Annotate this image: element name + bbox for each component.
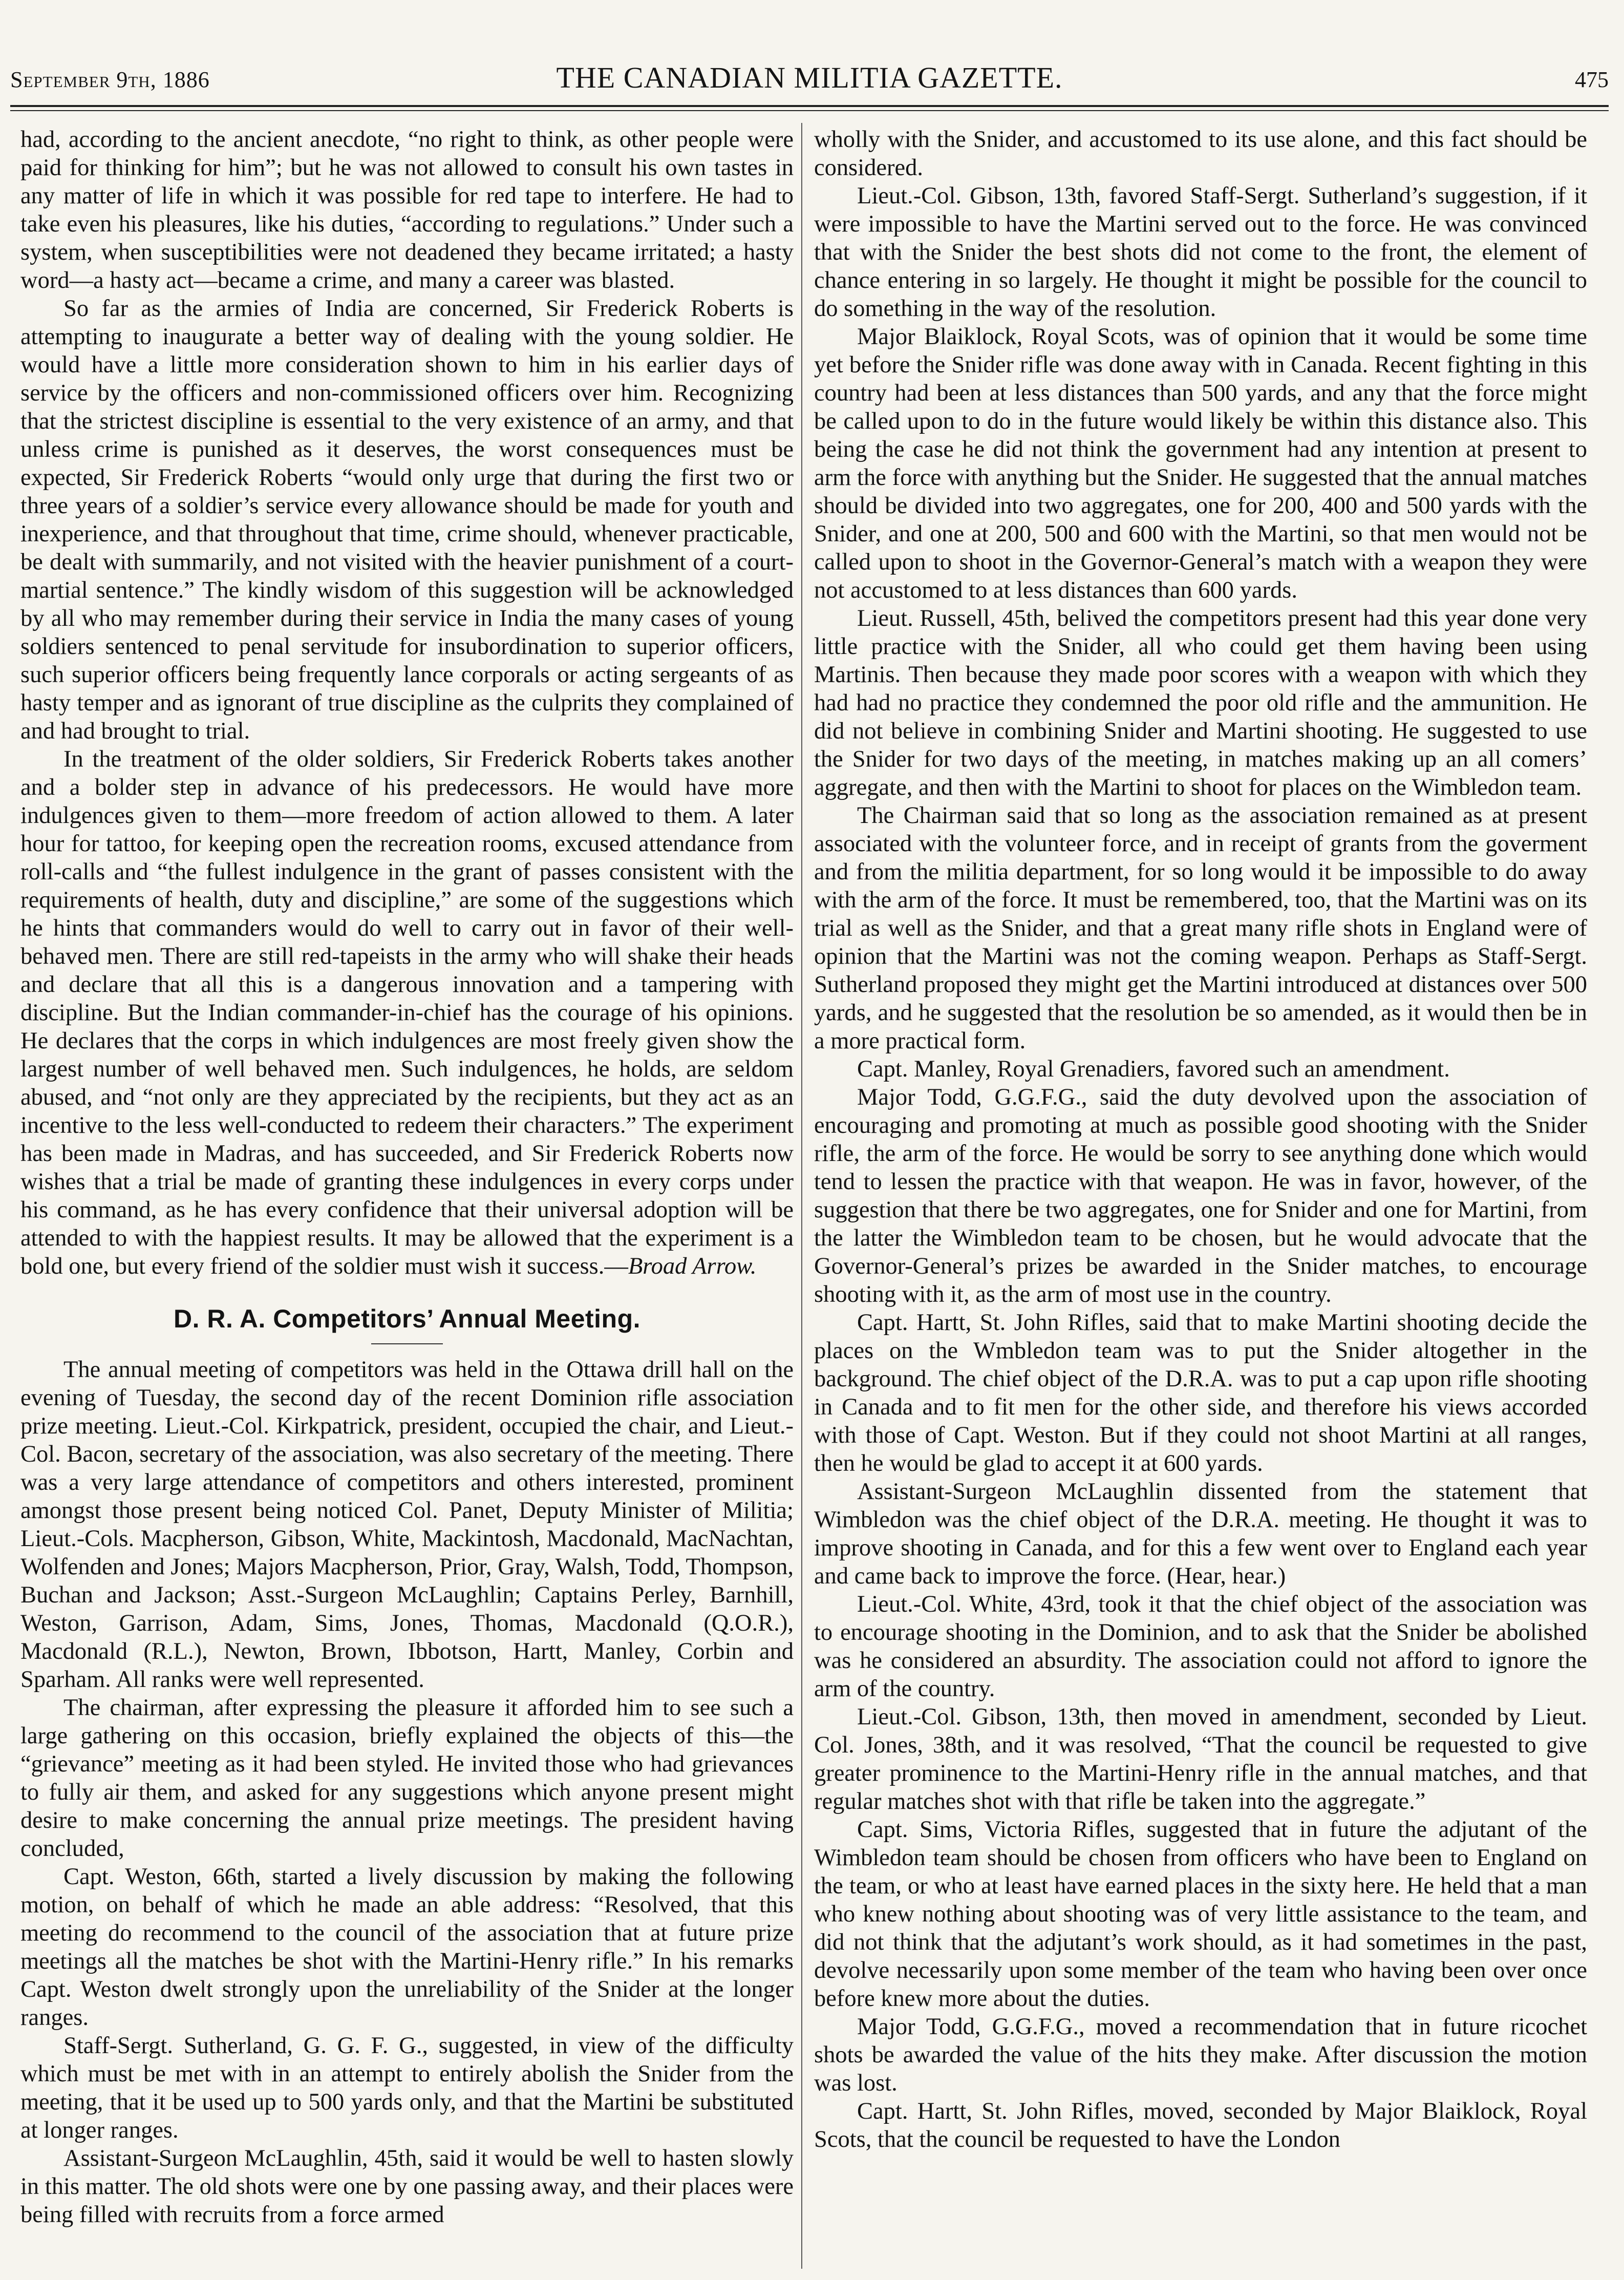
article-paragraph: Capt. Hartt, St. John Rifles, moved, seconded by Major Blaiklock, Royal Scots, that the council be requested to have the London [814, 2098, 1587, 2152]
page-header [10, 56, 1609, 102]
right-column [814, 125, 1587, 2266]
article-paragraph: The Chairman said that so long as the association remained as at present associated with the volunteer force, and in receipt of grants from the goverment and from the militia department, for so long would it be impossible to do away with the arm of the force. It must be remembered, too, that the Martini was on its trial as well as the Snider, and that a great many rifle shots in England were of opinion that the Martini was not the coming weapon. Perhaps as Staff-Sergt. Sutherland proposed they might get the Martini introduced at distances over 500 yards, and he suggested that the resolution be so amended, as it would then be in a more practical form. [814, 803, 1587, 1054]
article-paragraph: Capt. Sims, Victoria Rifles, suggested that in future the adjutant of the Wimbledon team should be chosen from officers who have been to England on the team, or who at least have earned places in the sixty here. He held that a man who knew nothing about shooting was of very little assistance to the team, and did not think that the adjutant’s work should, as it had sometimes in the past, devolve necessarily upon some member of the team who having been over once before knew more about the duties. [814, 1817, 1587, 2012]
article-paragraph: Lieut.-Col. Gibson, 13th, favored Staff-Sergt. Sutherland’s suggestion, if it were impossible to have the Martini served out to the force. He was convinced that with the Snider the best shots did not come to the front, the element of chance entering in so largely. He thought it might be possible for the council to do something in the way of the resolution. [814, 183, 1587, 322]
heading-rule [371, 1343, 443, 1344]
article-paragraph: So far as the armies of India are concerned, Sir Frederick Roberts is attempting to inaugurate a better way of dealing with the young soldier. He would have a little more consideration shown to him in his earlier days of service by the officers and non-commissioned officers over him. Recognizing that the strictest discipline is essential to the very existence of an army, and that unless crime is punished as it deserves, the worst consequences must be expected, Sir Frederick Roberts “would only urge that during the first two or three years of a soldier’s service every allowance should be made for youth and inexperience, and that throughout that time, crime should, whenever practicable, be dealt with summarily, and not visited with the heavier punishment of a court-martial sentence.” The kindly wisdom of this suggestion will be acknowledged by all who may remember during their service in India the many cases of young soldiers sentenced to penal servitude for insubordination to superior officers, such superior officers being frequently lance corporals or acting sergeants of as hasty temper and as ignorant of true discipline as the culprits they complained of and had brought to trial. [20, 295, 794, 744]
article-paragraph: The chairman, after expressing the pleasure it afforded him to see such a large gathering on this occasion, briefly explained the objects of this—the “grievance” meeting as it had been styled. He invited those who had grievances to fully air them, and asked for any suggestions which anyone present might desire to make concerning the annual prize meetings. The president having concluded, [20, 1695, 794, 1862]
issue-date: September 9th, 1886 [10, 67, 210, 92]
article-paragraph: Major Todd, G.G.F.G., moved a recommendation that in future ricochet shots be awarded the value of the hits they make. After discussion the motion was lost. [814, 2014, 1587, 2096]
column-divider [801, 123, 802, 2269]
left-column [20, 125, 794, 2266]
article-paragraph: Assistant-Surgeon McLaughlin, 45th, said it would be well to hasten slowly in this matter. The old shots were one by one passing away, and their places were being filled with recruits from a force armed [20, 2145, 794, 2228]
article-paragraph: had, according to the ancient anecdote, “no right to think, as other people were paid for thinking for him”; but he was not allowed to consult his own tastes in any matter of life in which it was possible for red tape to interfere. He had to take even his pleasures, like his duties, “according to regulations.” Under such a system, when susceptibilities were not deadened they became irritated; a hasty word—a hasty act—became a crime, and many a career was blasted. [20, 126, 794, 293]
article-paragraph: Capt. Weston, 66th, started a lively discussion by making the following motion, on behalf of which he made an able address: “Resolved, that this meeting do recommend to the council of the association that at future prize meetings all the matches be shot with the Martini-Henry rifle.” In his remarks Capt. Weston dwelt strongly upon the unreliability of the Snider at the longer ranges. [20, 1864, 794, 2031]
article-paragraph: Capt. Hartt, St. John Rifles, said that to make Martini shooting decide the places on the Wmbledon team was to put the Snider altogether in the background. The chief object of the D.R.A. was to put a cap upon rifle shooting in Canada and to fit men for the other side, and therefore his views accorded with those of Capt. Weston. But if they could not shoot Martini at all ranges, then he would be glad to accept it at 600 yards. [814, 1310, 1587, 1476]
article-paragraph: Lieut.-Col. White, 43rd, took it that the chief object of the association was to encourage shooting in the Dominion, and to ask that the Snider be abolished was he considered an absurdity. The association could not afford to ignore the arm of the country. [814, 1591, 1587, 1702]
article-paragraph: The annual meeting of competitors was held in the Ottawa drill hall on the evening of Tuesday, the second day of the recent Dominion rifle association prize meeting. Lieut.-Col. Kirkpatrick, president, occupied the chair, and Lieut.-Col. Bacon, secretary of the association, was also secretary of the meeting. There was a very large attendance of competitors and others interested, prominent amongst those present being noticed Col. Panet, Deputy Minister of Militia; Lieut.-Cols. Macpherson, Gibson, White, Mackintosh, Macdonald, MacNachtan, Wolfenden and Jones; Majors Macpherson, Prior, Gray, Walsh, Todd, Thompson, Buchan and Jackson; Asst.-Surgeon McLaughlin; Captains Perley, Barnhill, Weston, Garrison, Adam, Sims, Jones, Thomas, Macdonald (Q.O.R.), Macdonald (R.L.), Newton, Brown, Ibbotson, Hartt, Manley, Corbin and Sparham. All ranks were well represented. [20, 1357, 794, 1693]
article-paragraph: Major Todd, G.G.F.G., said the duty devolved upon the association of encouraging and promoting at much as possible good shooting with the Snider rifle, the arm of the force. He would be sorry to see anything done which would tend to lessen the practice with that weapon. He was in favor, however, of the suggestion that there be two aggregates, one for Snider and one for Martini, from the latter the Wimbledon team to be chosen, but he would advocate that the Governor-General’s prizes be awarded in the Snider matches, to encourage shooting with it, as the arm of most use in the country. [814, 1084, 1587, 1307]
article-paragraph [20, 745, 794, 1280]
publication-title: THE CANADIAN MILITIA GAZETTE. [556, 61, 1063, 94]
page-number: 475 [1575, 67, 1609, 92]
article-paragraph: Lieut. Russell, 45th, belived the competitors present had this year done very little practice with the Snider, all who could get them having been using Martinis. Then because they made poor scores with a weapon with which they had had no practice they condemned the poor old rifle and the ammunition. He did not believe in combining Snider and Martini shooting. He suggested to use the Snider for two days of the meeting, in matches making up an all comers’ aggregate, and then with the Martini to shoot for places on the Wimbledon team. [814, 605, 1587, 800]
article-paragraph: wholly with the Snider, and accustomed to its use alone, and this fact should be considered. [814, 126, 1587, 181]
article-paragraph: Assistant-Surgeon McLaughlin dissented from the statement that Wimbledon was the chief object of the D.R.A. meeting. He thought it was to improve shooting in Canada, and for this a few went over to England each year and came back to improve the force. (Hear, hear.) [814, 1479, 1587, 1589]
article-paragraph: Capt. Manley, Royal Grenadiers, favored such an amendment. [857, 1056, 1450, 1082]
article-paragraph: Lieut.-Col. Gibson, 13th, then moved in amendment, seconded by Lieut. Col. Jones, 38th, and it was resolved, “That the council be requested to give greater prominence to the Martini-Henry rifle in the annual matches, and that regular matches shot with that rifle be taken into the aggregate.” [814, 1704, 1587, 1814]
header-rule-thin [10, 110, 1609, 111]
header-rule [10, 105, 1609, 107]
article-paragraph: Major Blaiklock, Royal Scots, was of opinion that it would be some time yet before the Snider rifle was done away with in Canada. Recent fighting in this country had been at less distances than 500 yards, and any that the force might be called upon to do in the future would likely be within this distance also. This being the case he did not think the government had any intention at present to arm the force with anything but the Snider. He suggested that the annual matches should be divided into two aggregates, one for 200, 400 and 500 yards with the Snider, and one at 200, 500 and 600 with the Martini, so that men would not be called upon to shoot in the Governor-General’s match with a weapon they were not accustomed to at less distances than 600 yards. [814, 324, 1587, 603]
article-source: Broad Arrow. [628, 1253, 757, 1279]
article-paragraph: Staff-Sergt. Sutherland, G. G. F. G., suggested, in view of the difficulty which must be met with in an attempt to entirely abolish the Snider from the meeting, that it be used up to 500 yards only, and that the Martini be substituted at longer ranges. [20, 2033, 794, 2143]
paragraph-text: In the treatment of the older soldiers, Sir Frederick Roberts takes another and a bolder step in advance of his predecessors. He would have more indulgences given to them—more freedom of action allowed to them. A later hour for tattoo, for keeping open the recreation rooms, excused attendance from roll-calls and “the fullest indulgence in the grant of passes consistent with the requirements of health, duty and discipline,” are some of the suggestions which he hints that commanders would do well to carry out in favor of their well-behaved men. There are still red-tapeists in the army who will shake their heads and declare that all this is a dangerous innovation and a tampering with discipline. But the Indian commander-in-chief has the courage of his opinions. He declares that the corps in which indulgences are most freely given show the largest number of well behaved men. Such indulgences, he holds, are seldom abused, and “not only are they appreciated by the recipients, but they act as an incentive to the less well-conducted to redeem their characters.” The experiment has been made in Madras, and has succeeded, and Sir Frederick Roberts now wishes that a trial be made of granting these indulgences in every corps under his command, as he has every confidence that their universal adoption will be attended to with the happiest results. It may be allowed that the experiment is a bold one, but every friend of the soldier must wish it success.— [20, 746, 794, 1279]
section-heading: D. R. A. Competitors’ Annual Meeting. [173, 1304, 641, 1333]
